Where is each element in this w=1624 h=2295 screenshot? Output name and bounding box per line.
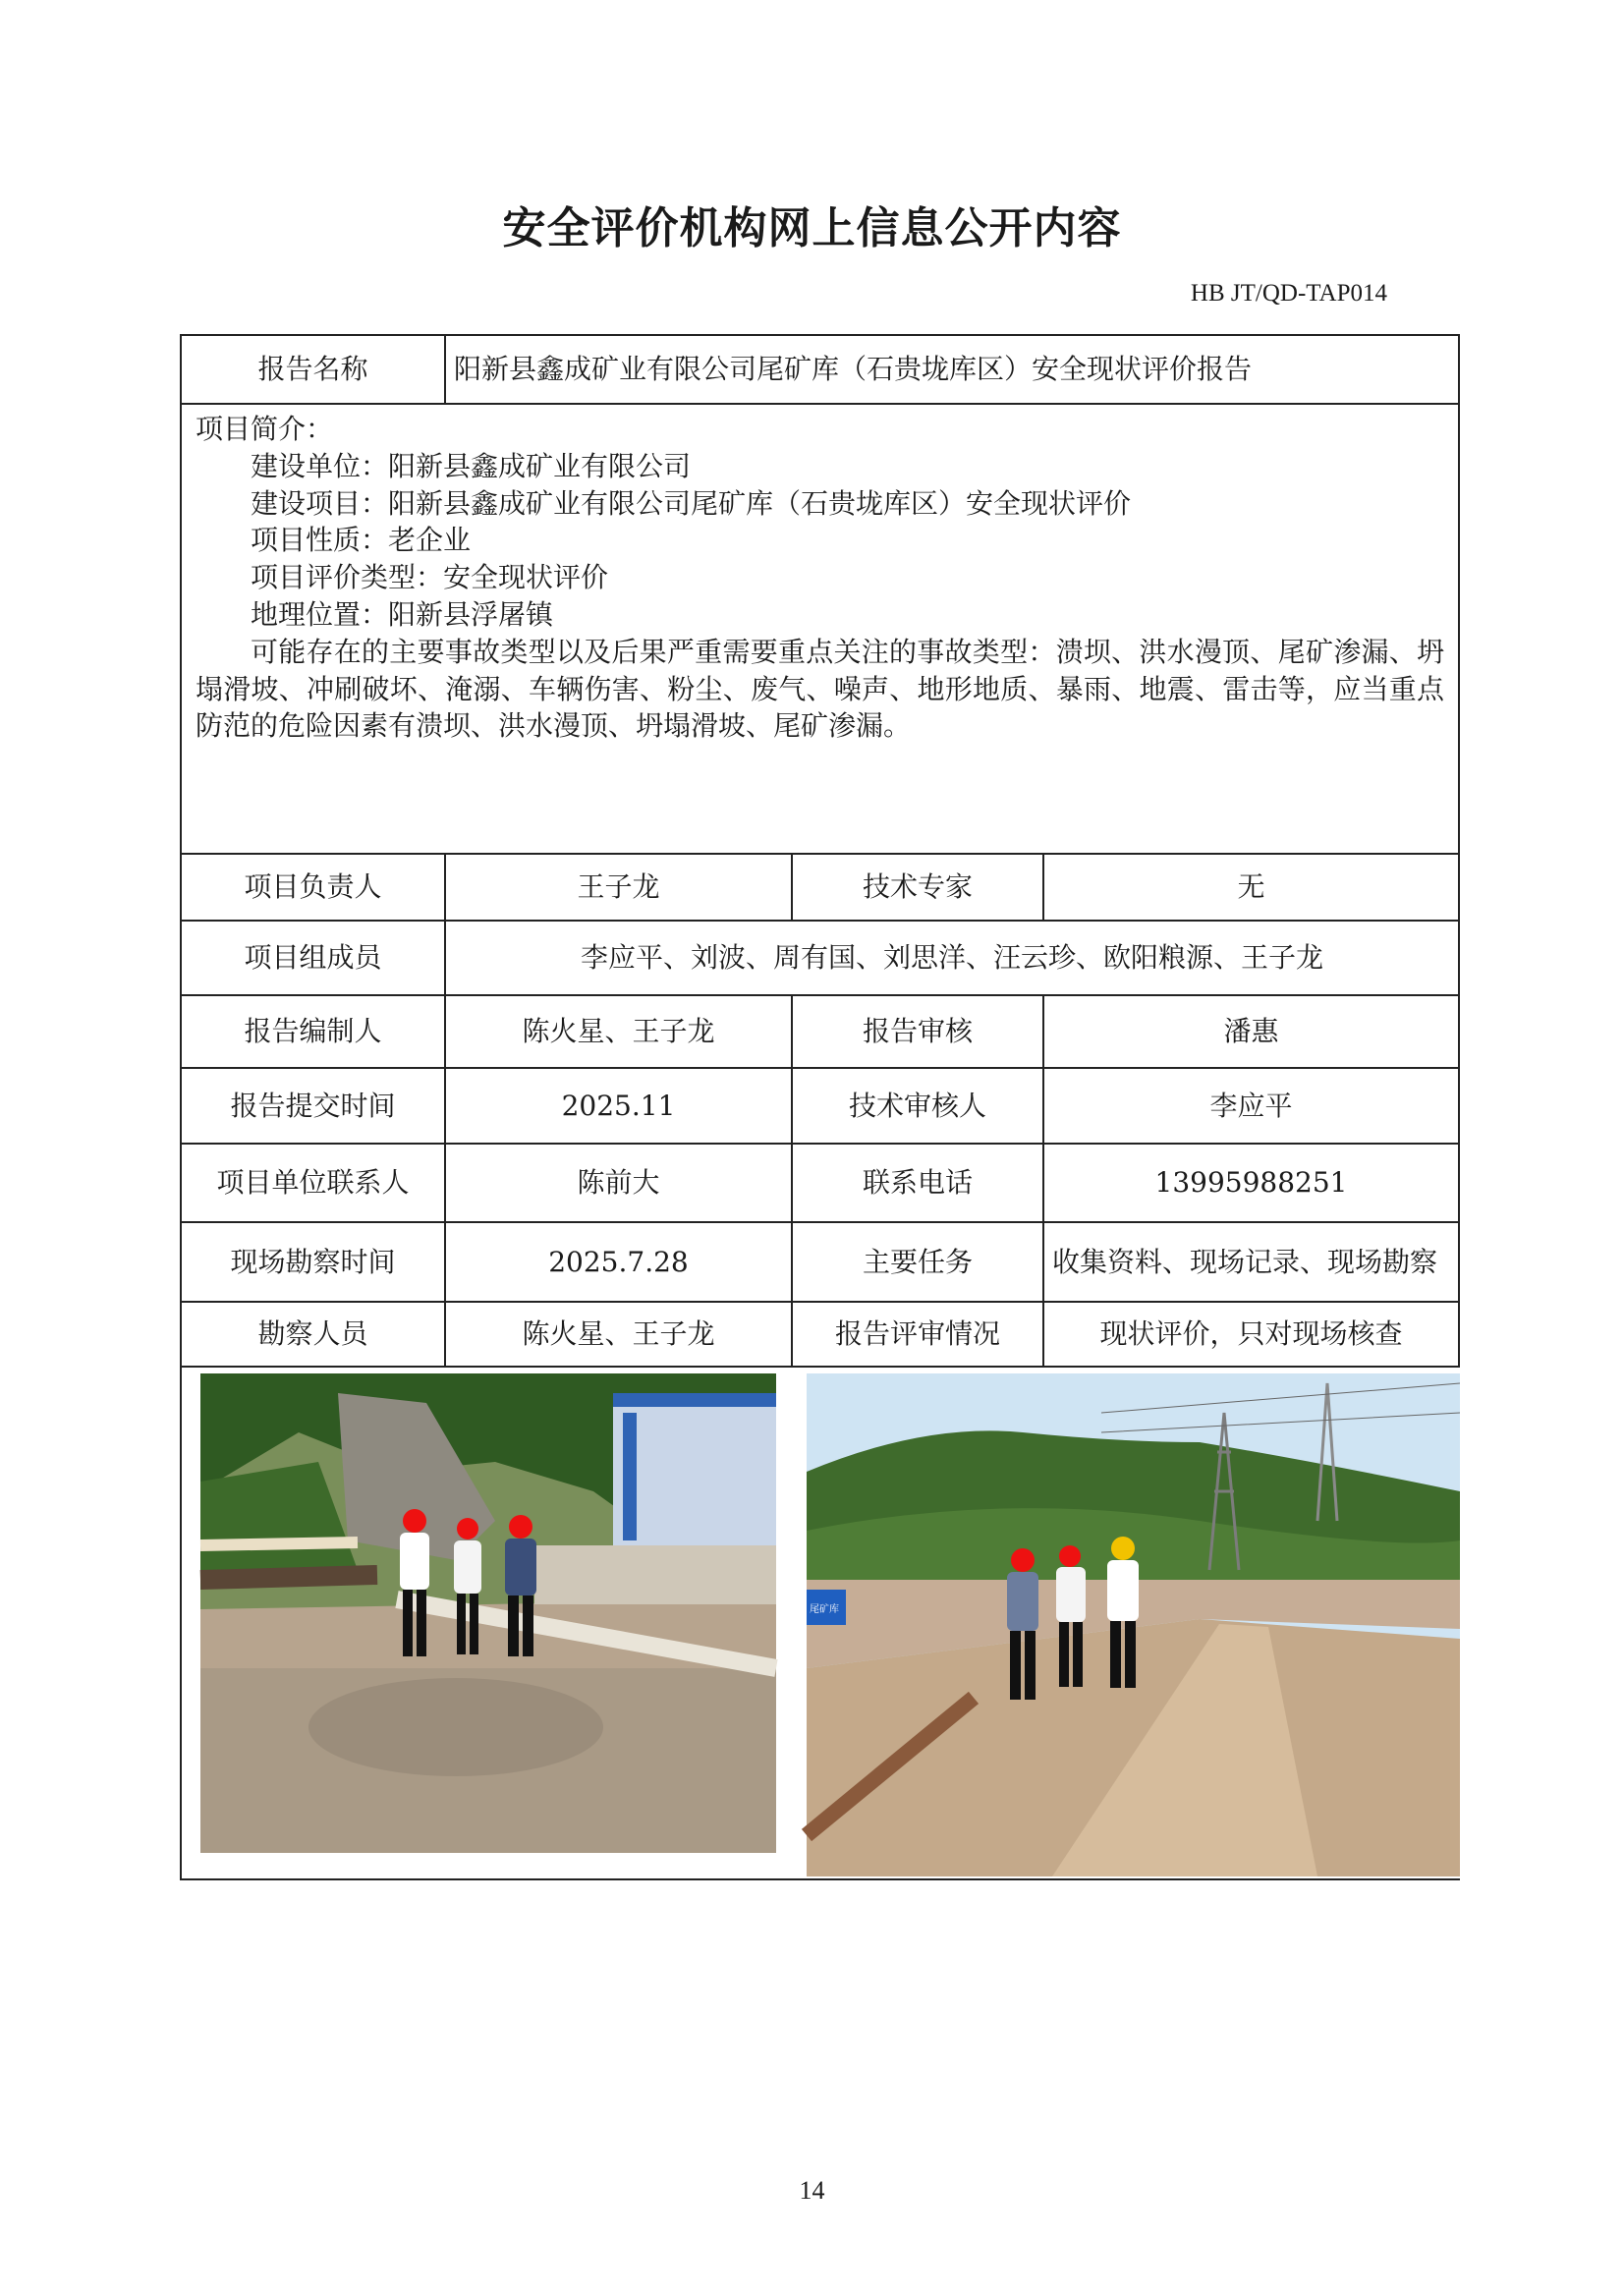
row-value: 李应平、刘波、周有国、刘思洋、汪云珍、欧阳粮源、王子龙	[445, 921, 1459, 995]
row-value: 收集资料、现场记录、现场勘察	[1043, 1222, 1459, 1302]
intro-item: 地理位置：阳新县浮屠镇	[251, 597, 554, 631]
row-value: 李应平	[1043, 1068, 1459, 1144]
intro-row	[181, 404, 1459, 854]
row-value: 现状评价，只对现场核查	[1043, 1302, 1459, 1367]
intro-item: 项目评价类型：安全现状评价	[251, 561, 609, 594]
row-label: 项目负责人	[181, 854, 445, 921]
row-label: 报告提交时间	[181, 1068, 445, 1144]
row-value: 2025.7.28	[445, 1222, 792, 1302]
intro-item: 建设项目：阳新县鑫成矿业有限公司尾矿库（石贵垅库区）安全现状评价	[251, 486, 1132, 520]
site-photo-left	[182, 1368, 793, 1878]
info-table	[180, 334, 1460, 1880]
document-number: HB JT/QD-TAP014	[1190, 280, 1387, 307]
row-value: 13995988251	[1043, 1144, 1459, 1222]
row-label: 技术审核人	[792, 1068, 1043, 1144]
page-number: 14	[799, 2176, 825, 2205]
row-label: 报告编制人	[181, 995, 445, 1068]
table-row	[181, 1302, 1459, 1367]
row-value: 潘惠	[1043, 995, 1459, 1068]
row-value: 无	[1043, 854, 1459, 921]
row-label: 技术专家	[792, 854, 1043, 921]
intro-item: 项目性质：老企业	[251, 524, 472, 557]
sign-text: 尾矿库	[810, 1604, 839, 1615]
row-label: 主要任务	[792, 1222, 1043, 1302]
table-row	[181, 1222, 1459, 1302]
row-label: 勘察人员	[181, 1302, 445, 1367]
row-value: 陈火星、王子龙	[445, 995, 792, 1068]
row-label: 项目单位联系人	[181, 1144, 445, 1222]
row-label: 报告审核	[792, 995, 1043, 1068]
report-name-row	[181, 335, 1459, 404]
row-value: 陈火星、王子龙	[445, 1302, 792, 1367]
photo-cell-right	[792, 1367, 1459, 1879]
intro-heading: 项目简介：	[196, 413, 334, 445]
site-photo-right	[793, 1368, 1460, 1878]
report-name-value: 阳新县鑫成矿业有限公司尾矿库（石贵垅库区）安全现状评价报告	[445, 335, 1459, 404]
table-row	[181, 854, 1459, 921]
intro-item: 建设单位：阳新县鑫成矿业有限公司	[251, 449, 692, 482]
page-title: 安全评价机构网上信息公开内容	[502, 203, 1122, 253]
row-label: 联系电话	[792, 1144, 1043, 1222]
photo-cell-left	[181, 1367, 792, 1879]
row-value: 王子龙	[445, 854, 792, 921]
table-row	[181, 995, 1459, 1068]
table-row	[181, 1144, 1459, 1222]
row-label: 项目组成员	[181, 921, 445, 995]
intro-paragraph: 可能存在的主要事故类型以及后果严重需要重点关注的事故类型：溃坝、洪水漫顶、尾矿渗漏、坍塌滑坡、冲刷破坏、淹溺、车辆伤害、粉尘、废气、噪声、地形地质、暴雨、地震、雷击等，应当重点防范的危险因素有溃坝、洪水漫顶、坍塌滑坡、尾矿渗漏。	[196, 635, 1444, 743]
row-label: 报告评审情况	[792, 1302, 1043, 1367]
table-row	[181, 921, 1459, 995]
row-label: 现场勘察时间	[181, 1222, 445, 1302]
row-value: 陈前大	[445, 1144, 792, 1222]
project-intro	[181, 404, 1459, 854]
row-value: 2025.11	[445, 1068, 792, 1144]
table-row	[181, 1068, 1459, 1144]
photo-row	[181, 1367, 1459, 1879]
report-name-label: 报告名称	[181, 335, 445, 404]
